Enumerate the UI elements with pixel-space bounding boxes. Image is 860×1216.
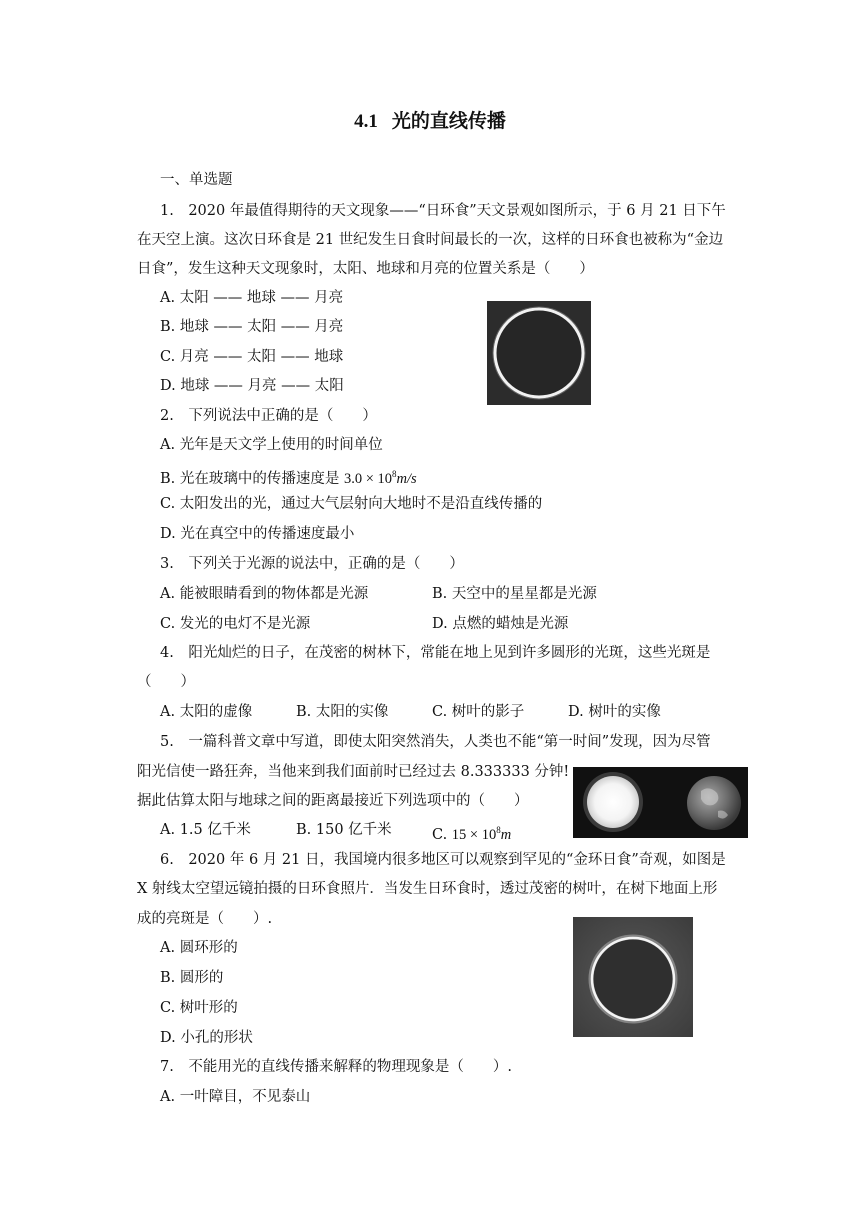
distance-formula: $15 \times 10^8m$ bbox=[451, 825, 512, 843]
q4-line2: （ ） bbox=[137, 674, 195, 690]
q7-option-a: A. 一叶障目，不见泰山 bbox=[160, 1089, 311, 1105]
q1-line2: 在天空上演。这次日环食是 21 世纪发生日食时间最长的一次，这样的日环食也被称为“金边 bbox=[137, 232, 724, 248]
q2-option-c: C. 太阳发出的光，通过大气层射向大地时不是沿直线传播的 bbox=[160, 496, 543, 512]
q2-stem: 2. 下列说法中正确的是（ ） bbox=[160, 408, 377, 424]
sun-earth-image bbox=[573, 767, 748, 838]
q5-line3: 据此估算太阳与地球之间的距离最接近下列选项中的（ ） bbox=[137, 793, 529, 809]
q1-option-d: D. 地球 —— 月亮 —— 太阳 bbox=[160, 378, 344, 394]
q5-line1: 5. 一篇科普文章中写道，即使太阳突然消失，人类也不能“第一时间”发现，因为尽管 bbox=[160, 734, 711, 750]
q2-option-d: D. 光在真空中的传播速度最小 bbox=[160, 526, 355, 542]
q1-option-b: B. 地球 —— 太阳 —— 月亮 bbox=[160, 319, 344, 335]
q4-line1: 4. 阳光灿烂的日子，在茂密的树林下，常能在地上见到许多圆形的光斑，这些光斑是 bbox=[160, 645, 711, 661]
speed-formula: $3.0 \times 10^8m/s$ bbox=[343, 469, 417, 487]
q6-line1: 6. 2020 年 6 月 21 日，我国境内很多地区可以观察到罕见的“金环日食”奇观，如图是 bbox=[160, 852, 726, 868]
section-heading: 一、单选题 bbox=[160, 172, 233, 188]
q3-stem: 3. 下列关于光源的说法中，正确的是（ ） bbox=[160, 556, 464, 572]
page-title bbox=[0, 106, 860, 133]
xray-eclipse-image bbox=[573, 917, 693, 1037]
q7-stem: 7. 不能用光的直线传播来解释的物理现象是（ ）. bbox=[160, 1059, 512, 1075]
q3-option-a: A. 能被眼睛看到的物体都是光源 bbox=[160, 586, 369, 602]
q6-line3: 成的亮斑是（ ）. bbox=[137, 911, 273, 927]
q6-line2: X 射线太空望远镜拍摄的日环食照片．当发生日环食时，透过茂密的树叶，在树下地面上形 bbox=[137, 881, 718, 897]
q4-option-b: B. 太阳的实像 bbox=[296, 704, 389, 720]
q6-option-d: D. 小孔的形状 bbox=[160, 1030, 253, 1046]
q2-option-a: A. 光年是天文学上使用的时间单位 bbox=[160, 437, 383, 453]
q2-option-b bbox=[160, 464, 417, 489]
q1-option-a: A. 太阳 —— 地球 —— 月亮 bbox=[160, 290, 344, 306]
q4-option-c: C. 树叶的影子 bbox=[432, 704, 525, 720]
q5-line2: 阳光信使一路狂奔，当他来到我们面前时已经过去 8.333333 分钟! bbox=[137, 764, 570, 780]
annular-eclipse-image bbox=[487, 301, 591, 405]
q2-option-b-text: B. 光在玻璃中的传播速度是 bbox=[160, 470, 340, 487]
q6-option-c: C. 树叶形的 bbox=[160, 1000, 238, 1016]
q5-option-c bbox=[432, 820, 511, 845]
q1-line1: 1. 2020 年最值得期待的天文现象——“日环食”天文景观如图所示，于 6 月 21 日下午 bbox=[160, 203, 726, 219]
q5-option-b: B. 150 亿千米 bbox=[296, 822, 392, 838]
q4-option-d: D. 树叶的实像 bbox=[568, 704, 661, 720]
q6-option-b: B. 圆形的 bbox=[160, 970, 224, 986]
q4-option-a: A. 太阳的虚像 bbox=[160, 704, 253, 720]
section-number: 4.1 bbox=[354, 111, 378, 132]
q5-option-a: A. 1.5 亿千米 bbox=[160, 822, 251, 838]
q6-option-a: A. 圆环形的 bbox=[160, 940, 238, 956]
q3-option-d: D. 点燃的蜡烛是光源 bbox=[432, 616, 569, 632]
q1-option-c: C. 月亮 —— 太阳 —— 地球 bbox=[160, 349, 344, 365]
title-text: 光的直线传播 bbox=[391, 110, 506, 132]
q5-option-c-text: C. bbox=[432, 826, 448, 843]
q3-option-c: C. 发光的电灯不是光源 bbox=[160, 616, 311, 632]
q1-line3: 日食”，发生这种天文现象时，太阳、地球和月亮的位置关系是（ ） bbox=[137, 261, 594, 277]
q3-option-b: B. 天空中的星星都是光源 bbox=[432, 586, 597, 602]
